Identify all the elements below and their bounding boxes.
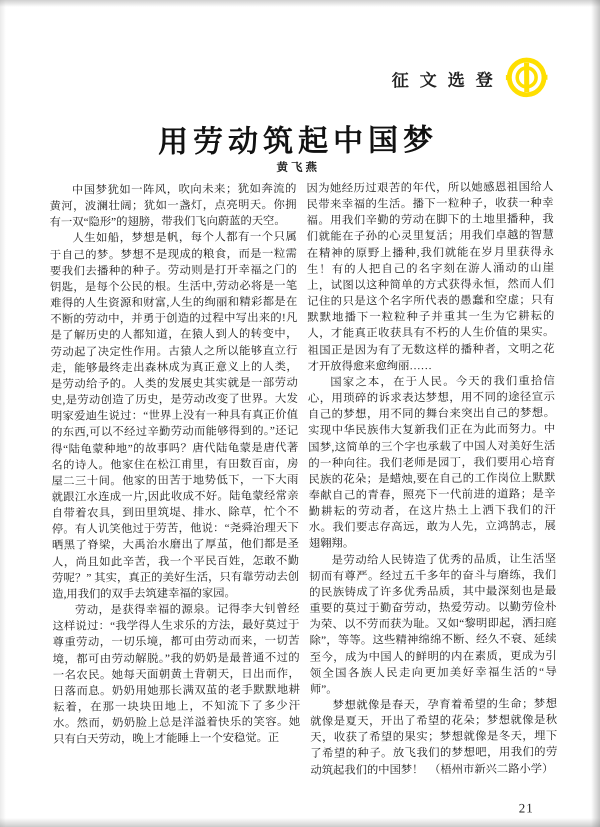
article-paragraph: 人生如船，梦想是帆，每个人都有一个只属于自己的梦。梦想不是现成的粮食，而是一粒需要我们去播种的种子。劳动则是打开幸福之门的钥匙，是每个公民的根。生活中,劳动必将是一笔难得的人生资源和财富,人生的绚丽和精彩都是在不断的劳动中，并勇于创造的过程中写出来的!凡是了解历史的人都知道，在猿人到人的转变中，劳动起了决定性作用。古猿人之所以能够直立行走，能够最终走出森林成为真正意义上的人类，是劳动给予的。人类的发展史其实就是一部劳动史,是劳动创造了历史，是劳动改变了世界。大发明家爱迪生说过：“世界上没有一种具有真正价值的东西,可以不经过辛勤劳动而能够得到的。”还记得“陆龟蒙种地”的故事吗？唐代陆龟蒙是唐代著名的诗人。他家住在松江甫里，有田数百亩，房屋二三十间。他家的田苦于地势低下，一下大雨就跟江水连成一片,因此收成不好。陆龟蒙经常亲自带着农具，到田里筑堤、排水、除草，忙个不停。有人讥笑他过于劳苦，他说：“尧舜治理天下晒黑了脊梁，大禹治水磨出了厚茧，他们都是圣人，尚且如此辛苦，我一个平民百姓，怎敢不勤劳呢？” 其实，真正的美好生活，只有靠劳动去创造,用我们的双手去筑建幸福的家园。	[49, 231, 300, 601]
trade-union-emblem-icon	[506, 56, 548, 98]
article-paragraph-continuation: 因为她经历过艰苦的年代，所以她感恩祖国给人民带来幸福的生活。播下一粒种子，收获一种幸福。用我们辛勤的劳动在脚下的土地里播种，我们就能在子孙的心灵里复活；用我们卓越的智慧在精神的原野上播种,我们就能在岁月里获得永生！有的人把自己的名字刻在游人涌动的山崖上，试图以这种简单的方式获得永恒，然而人们记住的只是这个名字所代表的愚蠢和空虚；只有默默地播下一粒粒种子并重其一生为它耕耘的人，才能真正收获具有不朽的人生价值的果实。祖国正是因为有了无数这样的播种者，文明之花才开放得愈来愈绚丽……	[306, 181, 555, 373]
page-number: 21	[518, 800, 534, 816]
section-header	[392, 56, 548, 99]
article-paragraph: 劳动，是获得幸福的源泉。记得李大钊曾经这样说过：“我学得人生求乐的方法，最好莫过于尊重劳动，一切乐境，都可由劳动而来，一切苦境，都可由劳动解脱。”我的奶奶是最普通不过的一名农民。她每天面朝黄土背朝天，日出而作，日落而息。奶奶用她那长满双茧的老手默默地耕耘着，在那一块块田地上，不知流下了多少汗水。然而，奶奶脸上总是洋溢着快乐的笑容。她只有白天劳动，晚上才能睡上一个安稳觉。正	[52, 603, 301, 747]
article-paragraph: 国家之本，在于人民。今天的我们重拾信心，用琐碎的诉求表达梦想，用不同的途径宣示自己的梦想，用不同的舞台来突出自己的梦想。实现中华民族伟大复新我们正在为此而努力。中国梦,这简单的三个字也承载了中国人对美好生活的一种向往。我们老师是园丁，我们要用心培育民族的花朵；是蜡烛,要在自己的工作岗位上默默奉献自己的青春，照亮下一代前进的道路；是辛勤耕耘的劳动者，在这片热土上洒下我们的汗水。我们要志存高远，敢为人先，立鸿鹄志，展翅翱翔。	[307, 375, 556, 551]
article-title: 用劳动筑起中国梦	[157, 124, 439, 159]
article-author: 黄飞燕	[276, 161, 321, 175]
article-body	[49, 179, 557, 780]
section-label: 征文选登	[391, 70, 504, 90]
right-column	[306, 179, 557, 778]
article-paragraph: 是劳动给人民铸造了优秀的品质，让生活坚韧而有尊严。经过五千多年的奋斗与磨练，我们的民族铸成了许多优秀品质，其中最深刻也是最重要的莫过于勤奋劳动，热爱劳动。以勤劳俭朴为荣、以不劳而获为耻。又如“黎明即起，洒扫庭除”，等等。这些精神绵绵不断、经久不衰、延续至今，成为中国人的鲜明的内在素质，更成为引领全国各族人民走向更加美好幸福生活的“导师”。	[309, 552, 557, 696]
left-column	[49, 181, 300, 780]
article-paragraph: 中国梦犹如一阵风，吹向未来；犹如奔流的黄河，波澜壮阔；犹如一盏灯，点亮明天。你拥有一双“隐形”的翅膀，带我们飞向蔚蓝的天空。	[49, 183, 297, 230]
article-paragraph: 梦想就像是春天，孕育着希望的生命；梦想就像是夏天，开出了希望的花朵；梦想就像是秋天，收获了希望的果实；梦想就像是冬天，埋下了希望的种子。放飞我们的梦想吧，用我们的劳动筑起我们的中国梦！ （梧州市新兴二路小学）	[310, 698, 558, 777]
